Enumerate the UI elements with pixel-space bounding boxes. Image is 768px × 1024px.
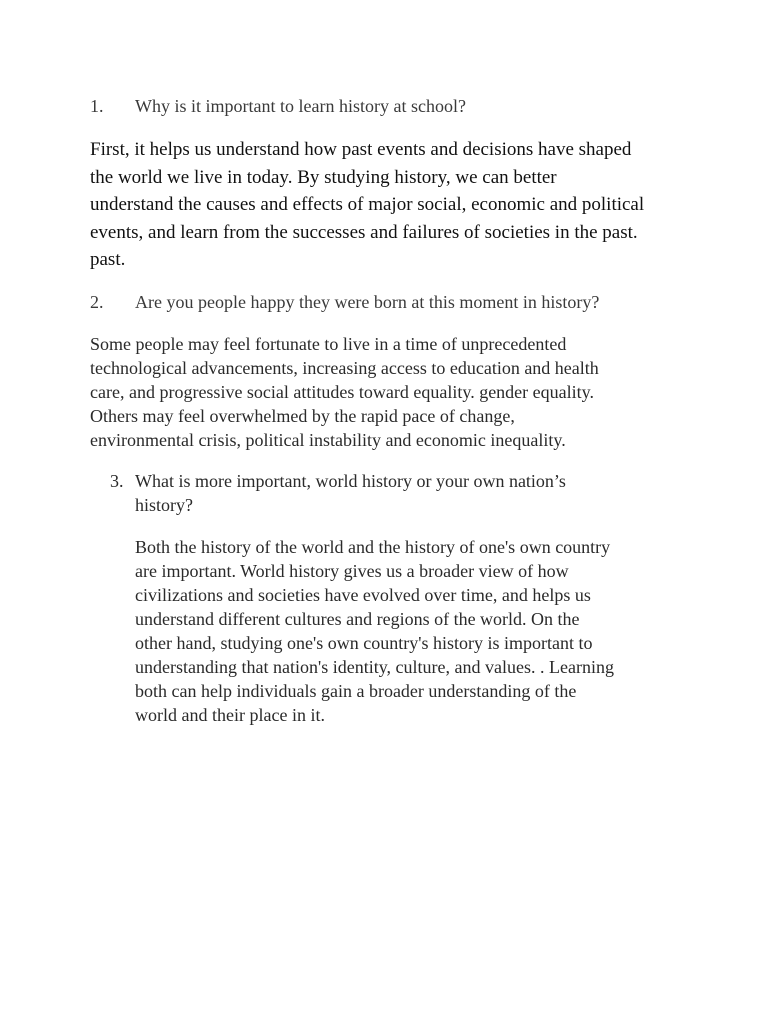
answer-3-line: other hand, studying one's own country's history is important to bbox=[135, 633, 593, 653]
question-3-text-line: What is more important, world history or your own nation’s bbox=[135, 471, 566, 491]
answer-2-line: technological advancements, increasing access to education and health bbox=[90, 358, 599, 378]
question-1-number: 1. bbox=[90, 96, 104, 116]
answer-3-paragraph bbox=[135, 535, 614, 727]
answer-2-line: Others may feel overwhelmed by the rapid pace of change, bbox=[90, 406, 515, 426]
answer-3-line: Both the history of the world and the history of one's own country bbox=[135, 537, 611, 557]
question-1-text: Why is it important to learn history at school? bbox=[135, 96, 466, 116]
question-3 bbox=[110, 469, 566, 517]
answer-1-line: the world we live in today. By studying history, we can better bbox=[90, 166, 557, 188]
answer-1-line: understand the causes and effects of major social, economic and political bbox=[90, 194, 645, 215]
question-3-number: 3. bbox=[110, 471, 124, 491]
answer-3-line: civilizations and societies have evolved over time, and helps us bbox=[135, 585, 591, 605]
question-2-text: Are you people happy they were born at this moment in history? bbox=[135, 292, 600, 312]
answer-3-line: are important. World history gives us a broader view of how bbox=[135, 561, 569, 581]
question-2-number: 2. bbox=[90, 292, 104, 312]
answer-2-line: Some people may feel fortunate to live in a time of unprecedented bbox=[90, 334, 567, 354]
answer-3-line: both can help individuals gain a broader understanding of the bbox=[135, 681, 577, 701]
answer-2-paragraph bbox=[90, 332, 599, 452]
answer-3-line: world and their place in it. bbox=[135, 705, 325, 725]
answer-1-line: events, and learn from the successes and failures of societies in the past. bbox=[90, 221, 638, 243]
answer-3-line: understanding that nation's identity, culture, and values. . Learning bbox=[135, 657, 614, 677]
answer-1-line: First, it helps us understand how past events and decisions have shaped bbox=[90, 139, 632, 160]
question-3-text-line: history? bbox=[135, 495, 193, 515]
answer-2-line: environmental crisis, political instability and economic inequality. bbox=[90, 430, 566, 450]
answer-1-line: past. bbox=[90, 249, 126, 270]
answer-2-line: care, and progressive social attitudes toward equality. gender equality. bbox=[90, 382, 594, 402]
answer-3-line: understand different cultures and regions of the world. On the bbox=[135, 609, 580, 629]
answer-1-paragraph bbox=[90, 136, 644, 274]
